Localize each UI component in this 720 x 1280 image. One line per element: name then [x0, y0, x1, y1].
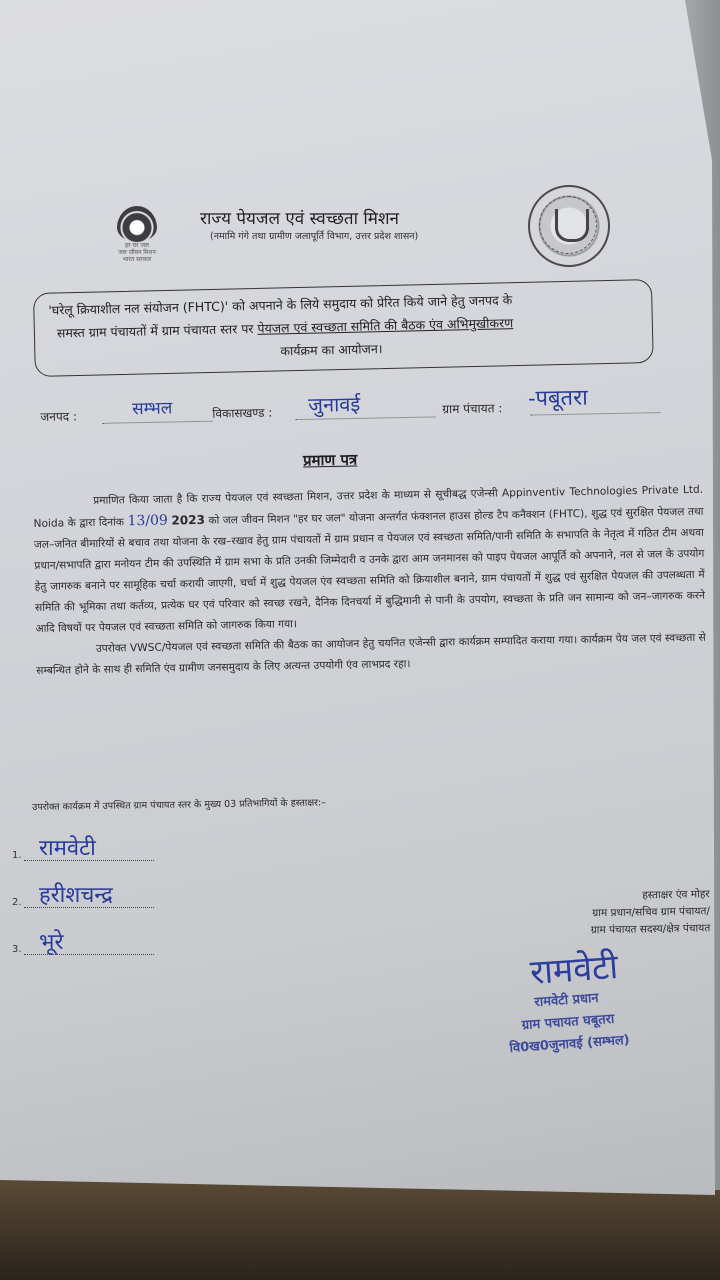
signatory-line-3: ग्राम पंचायत सदस्य/क्षेत्र पंचायत	[590, 922, 711, 937]
uttar-pradesh-emblem-icon	[528, 185, 610, 267]
date-handwritten: 13/09	[127, 512, 169, 530]
participant-3: 3. भूरे	[12, 942, 154, 955]
certificate-paragraph-2: उपरोक्त VWSC/पेयजल एवं स्वच्छता समिति की बैठक का आयोजन हेतु चयनित एजेन्सी द्वारा कार्यक्रम सम्पादित कराया गया। कार्यक्रम पेय जल एवं स्वच्छता से सम्बन्धित होने के साथ ही समिति एंव ग्रामीण जनसमुदाय के लिए अत्यन्त उपयोगी एंव लाभप्रद रहा।	[36, 631, 706, 677]
certificate-heading: प्रमाण पत्र	[302, 450, 358, 470]
participant-1-signature: रामवेटी	[39, 836, 96, 861]
participant-2-signature: हरीशचन्द्र	[39, 883, 113, 908]
participant-2: 2. हरीशचन्द्र	[12, 895, 154, 908]
program-banner	[33, 279, 654, 377]
mission-title: राज्य पेयजल एवं स्वच्छता मिशन	[200, 209, 399, 229]
banner-underlined-text: पेयजल एवं स्वच्छता समिति की बैठक एंव अभिमुखीकरण	[257, 315, 514, 336]
date-year: 2023	[171, 512, 205, 528]
jjm-logo-line2: जल जीवन मिशन	[118, 249, 156, 256]
janpad-label: जनपद :	[40, 409, 78, 424]
stamp-line-3: वि0ख0जुनावई (सम्भल)	[509, 1032, 631, 1057]
department-subtitle: (नमामि गंगे तथा ग्रामीण जलापूर्ति विभाग, उत्तर प्रदेश शासन)	[210, 231, 419, 242]
janpad-value: सम्भल	[132, 398, 173, 420]
pradhan-signature: रामवेटी	[528, 946, 620, 994]
gram-panchayat-value: -पबूतरा	[527, 385, 589, 412]
jjm-logo-line3: भारत सरकार	[122, 256, 152, 263]
signatory-line-2: ग्राम प्रधान/सचिव ग्राम पंचायत/	[592, 905, 711, 920]
signatory-block	[505, 886, 711, 941]
background-floor	[0, 1180, 720, 1280]
stamp-line-1: रामवेटी प्रधान	[534, 990, 600, 1011]
certificate-body	[33, 480, 706, 682]
banner-line-3: कार्यक्रम का आयोजन।	[280, 341, 383, 359]
gram-panchayat-label: ग्राम पंचायत :	[442, 401, 503, 417]
stamp-line-2: ग्राम पचायत घबूतरा	[521, 1011, 615, 1034]
vikaskhand-value: जुनावई	[307, 391, 361, 417]
participant-3-signature: भूरे	[39, 930, 64, 955]
participants-intro: उपरोक्त कार्यक्रम में उपस्थित ग्राम पंचायत स्तर के मुख्य 03 प्रतिभागियों के हस्ताक्षर:–	[32, 797, 327, 813]
vikaskhand-label: विकासखण्ड :	[212, 405, 273, 421]
banner-line-1: 'घरेलू क्रियाशील नल संयोजन (FHTC)' को अपनाने के लिये समुदाय को प्रेरित किये जाने हेतु जनपद के	[48, 292, 513, 318]
jjm-logo-line1: हर घर जल	[125, 242, 149, 249]
signatory-line-1: हस्ताक्षर एंव मोहर	[642, 888, 710, 902]
participant-1: 1. रामवेटी	[12, 848, 154, 861]
banner-line-2: समस्त ग्राम पंचायतों में ग्राम पंचायत स्तर पर पेयजल एवं स्वच्छता समिति की बैठक एंव अभिमुखीकरण	[56, 315, 514, 341]
jal-jeevan-mission-logo	[102, 206, 172, 268]
water-drop-icon	[117, 206, 157, 242]
official-stamp	[506, 986, 631, 1060]
certificate-paragraph-1: प्रमाणित किया जाता है कि राज्य पेयजल एवं स्वच्छता मिशन, उत्तर प्रदेश के माध्यम से सूचीबद्ध एजेन्सी Appinventiv Technologies Private Ltd. Noida के द्वारा दिनांक 13/09 2023 को जल जीवन मिशन "हर घर जल" योजना अन्तर्गत फंक्शनल हाउस होल्ड टैप कनैक्शन (FHTC), शुद्ध एवं सुरक्षित पेयजल तथा जल–जनित बीमारियों से बचाव तथा योजना के रख–रखाव हेतु ग्राम पंचायतों में ग्राम प्रधान व पेयजल एवं स्वच्छता समिति/पानी समिति के सभापति के नेतृत्व में गठित टीम अथवा प्रधान/सभापति द्वारा मनोयन टीम की उपस्थिति में ग्राम सभा के प्रति उनकी जिम्मेदारी व उनके द्वारा आम जनमानस को पाइप पेयजल आपूर्ति को अपनाने, नल से जल के उपयोग हेतु जागरुक बनाने पर सामूहिक चर्चा करायी जाएगी, चर्चा में शुद्ध पेयजल एंव स्वच्छता समिति को क्रियाशील बनाने, ग्राम पंचायतों में शुद्ध एवं सुरक्षित पेयजल की उपलब्धता में समिति की भूमिका तथा कर्तव्य, प्रत्येक घर एवं परिवार को स्वच्छ रखने, दैनिक दिनचर्या में बुद्धिमानी से पानी के उपयोग, स्वच्छता के प्रति जन सामान्य को जन–जागरुक करने आदि विषयों पर पेयजल एवं स्वच्छता समिति को जागरुक किया गया।	[33, 483, 706, 635]
